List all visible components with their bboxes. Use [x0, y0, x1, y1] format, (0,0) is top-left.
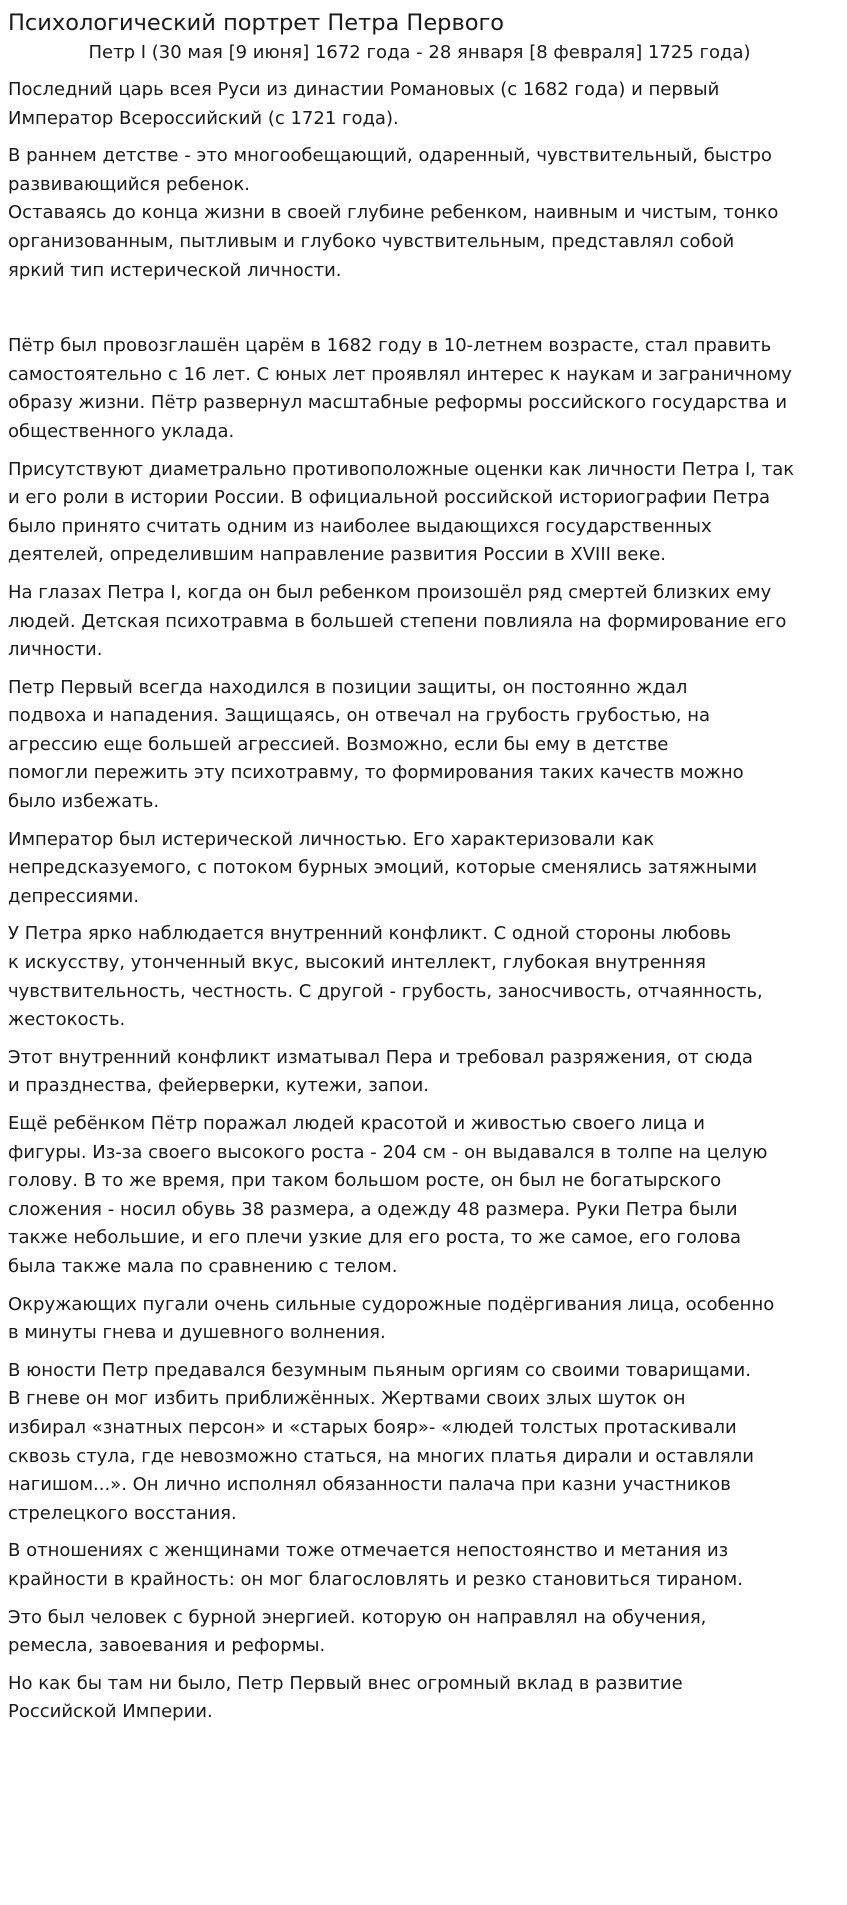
paragraph: [8, 1604, 839, 1661]
paragraph-line: также небольшие, и его плечи узкие для его роста, то же самое, его голова: [8, 1227, 742, 1249]
paragraph-line: подвоха и нападения. Защищаясь, он отвечал на грубость грубостью, на: [8, 705, 710, 727]
paragraph-line: развивающийся ребенок.: [8, 173, 250, 195]
paragraph-line: Но как бы там ни было, Петр Первый внес огромный вклад в развитие: [8, 1672, 683, 1694]
paragraph: [8, 920, 839, 1034]
paragraph-line: агрессию еще большей агрессией. Возможно, если бы ему в детстве: [8, 733, 669, 755]
paragraph-line: и празднества, фейерверки, кутежи, запои.: [8, 1075, 429, 1097]
paragraph-line: организованным, пытливым и глубоко чувствительным, представлял собой: [8, 230, 735, 252]
paragraph: [8, 456, 839, 570]
paragraph-line: жестокость.: [8, 1009, 126, 1031]
paragraph: [8, 142, 839, 285]
paragraph-line: депрессиями.: [8, 885, 140, 907]
paragraph-line: Петр Первый всегда находился в позиции защиты, он постоянно ждал: [8, 676, 688, 698]
paragraph-line: образу жизни. Пётр развернул масштабные реформы российского государства и: [8, 392, 788, 414]
article-body: [8, 76, 839, 1727]
paragraph: [8, 1110, 839, 1282]
paragraph-line: было принято считать одним из наиболее выдающихся государственных: [8, 515, 712, 537]
paragraph: [8, 826, 839, 912]
paragraph-line: голову. В то же время, при таком большом росте, он был не богатырского: [8, 1170, 722, 1192]
paragraph-line: к искусству, утонченный вкус, высокий интеллект, глубокая внутренняя: [8, 952, 706, 974]
paragraph-line: фигуры. Из-за своего высокого роста - 204 см - он выдавался в толпе на целую: [8, 1141, 768, 1163]
paragraph: [8, 579, 839, 665]
paragraph-line: сквозь стула, где невозможно статься, на многих платья дирали и оставляли: [8, 1445, 754, 1467]
paragraph-line: Это был человек с бурной энергией. которую он направлял на обучения,: [8, 1606, 707, 1628]
paragraph-line: людей. Детская психотравма в большей степени повлияла на формирование его: [8, 610, 787, 632]
paragraph-line: Присутствуют диаметрально противоположные оценки как личности Петра I, так: [8, 458, 795, 480]
page-subtitle: Петр I (30 мая [9 июня] 1672 года - 28 января [8 февраля] 1725 года): [88, 42, 751, 63]
paragraph-line: непредсказуемого, с потоком бурных эмоций, которые сменялись затяжными: [8, 857, 758, 879]
paragraph-gap: [8, 294, 839, 332]
paragraph-line: крайности в крайность: он мог благословлять и резко становиться тираном.: [8, 1568, 743, 1590]
paragraph-line: У Петра ярко наблюдается внутренний конфликт. С одной стороны любовь: [8, 923, 732, 945]
paragraph-line: деятелей, определившим направление развития России в XVIII веке.: [8, 544, 667, 566]
paragraph-line: Ещё ребёнком Пётр поражал людей красотой и живостью своего лица и: [8, 1113, 705, 1134]
paragraph-line: самостоятельно с 16 лет. С юных лет проявлял интерес к наукам и заграничному: [8, 363, 792, 385]
paragraph-line: Последний царь всея Руси из династии Романовых (с 1682 года) и первый: [8, 79, 720, 100]
paragraph-line: Император был истерической личностью. Его характеризовали как: [8, 828, 655, 850]
paragraph: [8, 1670, 839, 1727]
page-title: Психологический портрет Петра Первого: [8, 10, 505, 36]
paragraph-line: Этот внутренний конфликт изматывал Пера и требовал разряжения, от сюда: [8, 1046, 753, 1068]
paragraph-line: была также мала по сравнению с телом.: [8, 1255, 398, 1277]
paragraph-line: В раннем детстве - это многообещающий, одаренный, чувствительный, быстро: [8, 145, 772, 167]
paragraph: [8, 1044, 839, 1101]
paragraph-line: На глазах Петра I, когда он был ребенком произошёл ряд смертей близких ему: [8, 581, 772, 603]
paragraph: [8, 674, 839, 817]
paragraph-line: ремесла, завоевания и реформы.: [8, 1635, 326, 1657]
paragraph-line: Император Всероссийский (с 1721 года).: [8, 107, 399, 129]
paragraph: [8, 1357, 839, 1529]
paragraph-line: чувствительность, честность. С другой - грубость, заносчивость, отчаянность,: [8, 980, 763, 1002]
paragraph: [8, 1537, 839, 1594]
paragraph-line: В отношениях с женщинами тоже отмечается непостоянство и метания из: [8, 1540, 729, 1562]
paragraph-line: помогли пережить эту психотравму, то формирования таких качеств можно: [8, 762, 744, 784]
paragraph-line: яркий тип истерической личности.: [8, 259, 342, 281]
paragraph-line: Пётр был провозглашён царём в 1682 году в 10-летнем возрасте, стал править: [8, 335, 772, 357]
paragraph-line: нагишом...». Он лично исполнял обязанности палача при казни участников: [8, 1474, 731, 1496]
paragraph: [8, 1291, 839, 1348]
paragraph-line: Окружающих пугали очень сильные судорожные подёргивания лица, особенно: [8, 1293, 775, 1315]
paragraph-line: было избежать.: [8, 791, 160, 813]
paragraph: [8, 76, 839, 133]
paragraph: [8, 332, 839, 446]
paragraph-line: стрелецкого восстания.: [8, 1502, 237, 1524]
paragraph-line: личности.: [8, 639, 103, 661]
paragraph-line: В юности Петр предавался безумным пьяным оргиям со своими товарищами.: [8, 1359, 751, 1381]
paragraph-line: Оставаясь до конца жизни в своей глубине ребенком, наивным и чистым, тонко: [8, 202, 779, 224]
paragraph-line: сложения - носил обувь 38 размера, а одежду 48 размера. Руки Петра были: [8, 1198, 738, 1220]
paragraph-line: Российской Империи.: [8, 1701, 213, 1723]
paragraph-line: избирал «знатных персон» и «старых бояр»- «людей толстых протаскивали: [8, 1416, 737, 1438]
paragraph-line: в минуты гнева и душевного волнения.: [8, 1322, 386, 1344]
paragraph-line: В гневе он мог избить приближённых. Жертвами своих злых шуток он: [8, 1388, 686, 1410]
paragraph-line: и его роли в истории России. В официальной российской историографии Петра: [8, 487, 771, 509]
paragraph-line: общественного уклада.: [8, 420, 235, 442]
